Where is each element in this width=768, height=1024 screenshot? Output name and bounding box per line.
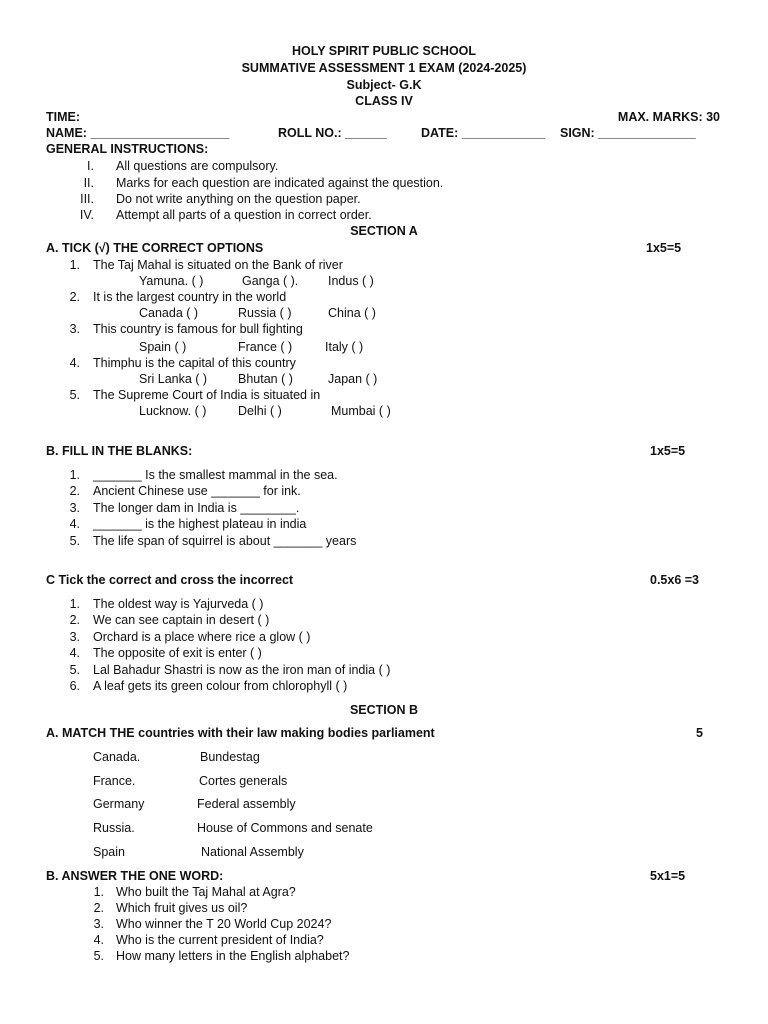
instruction-text: Marks for each question are indicated against the question. — [116, 176, 444, 190]
match-left: France. — [93, 774, 136, 788]
question-text: The Taj Mahal is situated on the Bank of river — [93, 258, 343, 272]
fill-marks: 1x5=5 — [650, 444, 686, 458]
match-marks: 5 — [696, 726, 703, 740]
question-text: Orchard is a place where rice a glow ( ) — [93, 630, 311, 644]
question-number: 5. — [69, 663, 80, 677]
option: Japan ( ) — [328, 372, 378, 386]
question-number: 3. — [93, 917, 104, 931]
option: Sri Lanka ( ) — [139, 372, 208, 386]
option: Spain ( ) — [139, 340, 187, 354]
match-right: Bundestag — [200, 750, 260, 764]
question-number: 3. — [69, 322, 80, 336]
instruction-text: All questions are compulsory. — [116, 159, 279, 173]
question-number: 1. — [93, 885, 104, 899]
sign-field: SIGN: ______________ — [560, 126, 696, 140]
instruction-number: I. — [87, 159, 94, 173]
tick-marks: 1x5=5 — [646, 241, 682, 255]
option: France ( ) — [238, 340, 293, 354]
fill-heading: B. FILL IN THE BLANKS: — [46, 444, 193, 458]
option: Ganga ( ). — [242, 274, 299, 288]
subject-line: Subject- G.K — [346, 78, 422, 92]
match-left: Canada. — [93, 750, 141, 764]
question-text: The life span of squirrel is about _______ years — [93, 534, 357, 548]
question-text: Thimphu is the capital of this country — [93, 356, 296, 370]
instructions-title: GENERAL INSTRUCTIONS: — [46, 142, 209, 156]
question-text: Which fruit gives us oil? — [116, 901, 248, 915]
school-name: HOLY SPIRIT PUBLIC SCHOOL — [291, 44, 477, 58]
question-text: We can see captain in desert ( ) — [93, 613, 270, 627]
option: Delhi ( ) — [238, 404, 282, 418]
question-number: 3. — [69, 630, 80, 644]
question-text: This country is famous for bull fighting — [93, 322, 303, 336]
question-number: 1. — [69, 597, 80, 611]
option: Bhutan ( ) — [238, 372, 293, 386]
question-text: The oldest way is Yajurveda ( ) — [93, 597, 264, 611]
match-right: Federal assembly — [197, 797, 296, 811]
match-heading: A. MATCH THE countries with their law making bodies parliament — [46, 726, 435, 740]
tick-heading: A. TICK (√) THE CORRECT OPTIONS — [46, 241, 264, 255]
name-field: NAME: ____________________ — [46, 126, 230, 140]
option: Indus ( ) — [328, 274, 374, 288]
exam-title: SUMMATIVE ASSESSMENT 1 EXAM (2024-2025) — [241, 61, 527, 75]
question-number: 6. — [69, 679, 80, 693]
question-text: Who winner the T 20 World Cup 2024? — [116, 917, 332, 931]
question-number: 2. — [69, 484, 80, 498]
question-number: 5. — [93, 949, 104, 963]
question-text: The opposite of exit is enter ( ) — [93, 646, 262, 660]
oneword-heading: B. ANSWER THE ONE WORD: — [46, 869, 224, 883]
question-number: 4. — [69, 517, 80, 531]
question-text: _______ is the highest plateau in india — [93, 517, 307, 531]
question-number: 5. — [69, 388, 80, 402]
option: Lucknow. ( ) — [139, 404, 207, 418]
section-a-title: SECTION A — [350, 224, 418, 238]
question-text: How many letters in the English alphabet? — [116, 949, 350, 963]
match-right: House of Commons and senate — [197, 821, 373, 835]
question-text: Who built the Taj Mahal at Agra? — [116, 885, 296, 899]
question-number: 4. — [69, 646, 80, 660]
match-right: National Assembly — [201, 845, 304, 859]
option: Yamuna. ( ) — [139, 274, 204, 288]
question-number: 3. — [69, 501, 80, 515]
instruction-number: IV. — [79, 208, 94, 222]
option: Mumbai ( ) — [331, 404, 391, 418]
question-text: A leaf gets its green colour from chlorophyll ( ) — [93, 679, 348, 693]
question-number: 1. — [69, 258, 80, 272]
question-text: The longer dam in India is ________. — [93, 501, 300, 515]
option: China ( ) — [328, 306, 376, 320]
match-left: Spain — [93, 845, 125, 859]
question-text: The Supreme Court of India is situated in — [93, 388, 321, 402]
question-text: It is the largest country in the world — [93, 290, 287, 304]
instruction-number: II. — [83, 176, 94, 190]
option: Italy ( ) — [325, 340, 364, 354]
option: Canada ( ) — [139, 306, 199, 320]
oneword-marks: 5x1=5 — [650, 869, 686, 883]
roll-field: ROLL NO.: ______ — [278, 126, 387, 140]
instruction-text: Do not write anything on the question paper. — [116, 192, 361, 206]
max-marks: MAX. MARKS: 30 — [617, 110, 720, 124]
time-label: TIME: — [46, 110, 81, 124]
question-number: 1. — [69, 468, 80, 482]
question-number: 2. — [93, 901, 104, 915]
instruction-number: III. — [80, 192, 94, 206]
question-number: 4. — [93, 933, 104, 947]
tickcross-marks: 0.5x6 =3 — [650, 573, 700, 587]
question-number: 4. — [69, 356, 80, 370]
date-field: DATE: ____________ — [421, 126, 546, 140]
question-number: 2. — [69, 290, 80, 304]
question-text: Ancient Chinese use _______ for ink. — [93, 484, 301, 498]
option: Russia ( ) — [238, 306, 292, 320]
match-right: Cortes generals — [199, 774, 288, 788]
section-b-title: SECTION B — [349, 703, 419, 717]
instruction-text: Attempt all parts of a question in correct order. — [116, 208, 372, 222]
question-text: Who is the current president of India? — [116, 933, 324, 947]
question-number: 2. — [69, 613, 80, 627]
question-text: _______ Is the smallest mammal in the sea. — [93, 468, 338, 482]
match-left: Germany — [93, 797, 145, 811]
tickcross-heading: C Tick the correct and cross the incorrect — [46, 573, 294, 587]
question-text: Lal Bahadur Shastri is now as the iron man of india ( ) — [93, 663, 391, 677]
class-line: CLASS IV — [355, 94, 413, 108]
question-number: 5. — [69, 534, 80, 548]
match-left: Russia. — [93, 821, 135, 835]
